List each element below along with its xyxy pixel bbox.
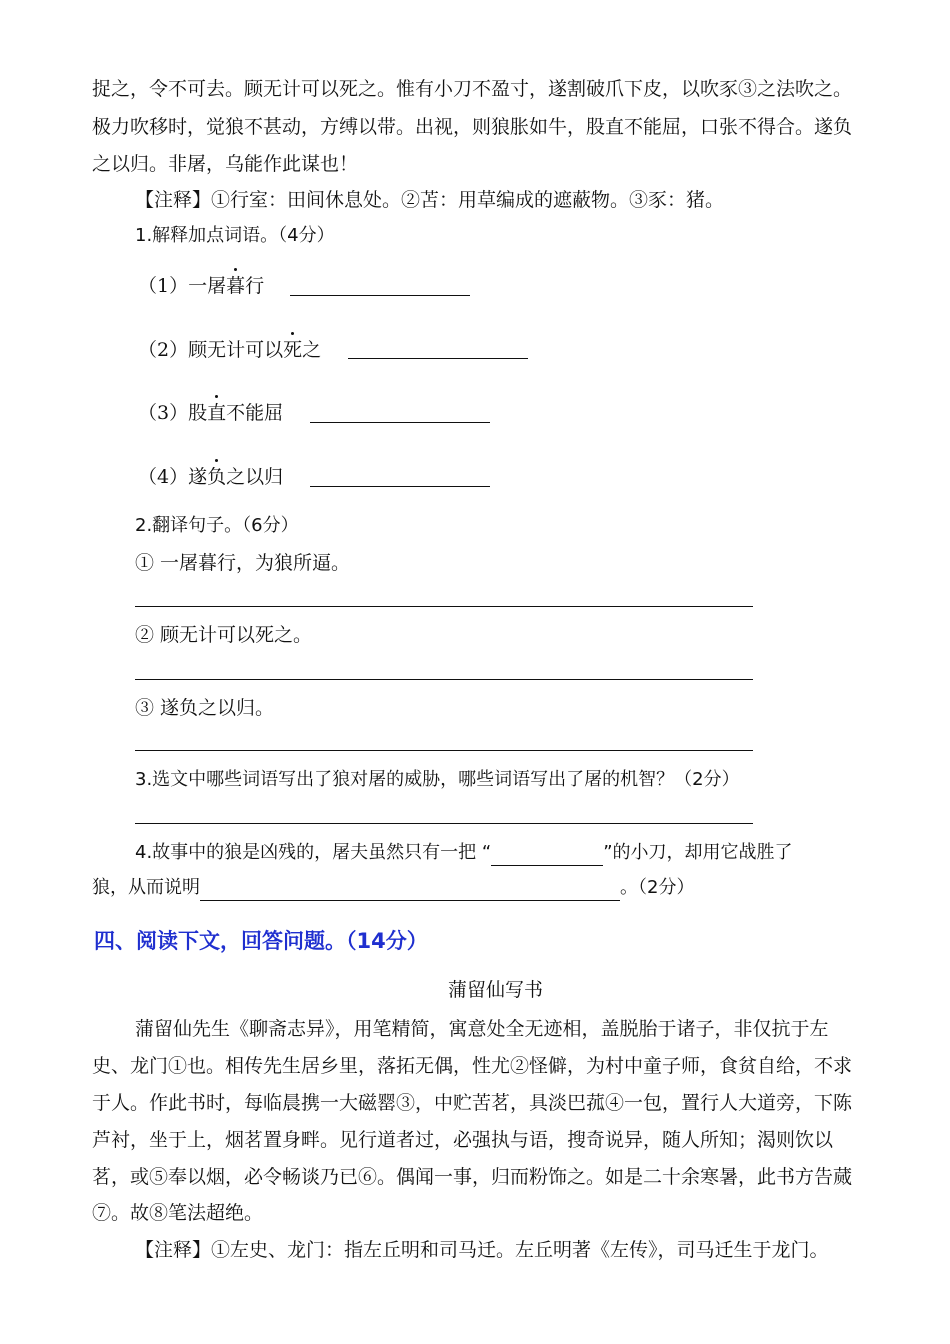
- answer-line-1[interactable]: [135, 606, 753, 607]
- article-note: 【注释】①左史、龙门：指左丘明和司马迁。左丘明著《左传》，司马迁生于龙门。: [135, 1239, 829, 1261]
- q1-item-text: 顾无计可以: [188, 339, 284, 361]
- q1-item-text: 遂: [188, 466, 208, 488]
- q2-title: 2.翻译句子。（6分）: [135, 515, 299, 536]
- article-title: 蒲留仙写书: [448, 979, 544, 1001]
- dotted-word: 负: [207, 466, 227, 488]
- q1-item-text: 之以归: [226, 466, 284, 488]
- answer-blank-2[interactable]: [348, 358, 528, 359]
- article-line-1: 蒲留仙先生《聊斋志异》，用笔精简，寓意处全无迹相，盖脱胎于诸子，非仅抗于左: [135, 1018, 829, 1040]
- q4-text: ”的小刀，却用它战胜了: [603, 842, 793, 863]
- section-heading: 四、阅读下文，回答问题。（14分）: [94, 929, 428, 953]
- q4-text: 。（2分）: [620, 877, 695, 898]
- q4-text: 狼，从而说明: [92, 877, 200, 898]
- passage-line-2: 极力吹移时，觉狼不甚动，方缚以带。出视，则狼胀如牛，股直不能屈，口张不得合。遂负: [92, 116, 853, 138]
- q4-line-1: [135, 840, 793, 866]
- q1-item-text: 股: [188, 402, 208, 424]
- q1-item-text: 一屠: [188, 275, 227, 297]
- article-line-2: 史、龙门①也。相传先生居乡里，落拓无偶，性尤②怪僻，为村中童子师，食贫自给，不求: [92, 1055, 853, 1077]
- q4-line-2: [92, 875, 694, 901]
- dotted-word: 直: [207, 402, 227, 424]
- q1-item-num: （4）: [138, 466, 189, 488]
- answer-line-2[interactable]: [135, 679, 753, 680]
- q2-sentence-2: ② 顾无计可以死之。: [135, 624, 313, 646]
- answer-line-3[interactable]: [135, 750, 753, 751]
- q1-item-text: 之: [302, 339, 322, 361]
- passage-line-3: 之以归。非屠，乌能作此谋也！: [92, 153, 359, 175]
- q2-sentence-3: ③ 遂负之以归。: [135, 697, 275, 719]
- q1-item-num: （3）: [138, 402, 189, 424]
- q4-text: 4.故事中的狼是凶残的，屠夫虽然只有一把 “: [135, 842, 492, 863]
- q1-item-num: （1）: [138, 275, 189, 297]
- q3-title: 3.选文中哪些词语写出了狼对屠的威胁，哪些词语写出了屠的机智？（2分）: [135, 769, 740, 790]
- q1-item-text: 行: [245, 275, 265, 297]
- q1-item-1: [138, 273, 264, 299]
- q1-item-3: [138, 400, 283, 426]
- q1-title: 1.解释加点词语。（4分）: [135, 225, 335, 246]
- q2-sentence-1: ① 一屠暮行，为狼所逼。: [135, 552, 351, 574]
- q1-item-num: （2）: [138, 339, 189, 361]
- dotted-word: 暮: [226, 275, 246, 297]
- answer-line-4[interactable]: [135, 823, 753, 824]
- answer-blank-meaning[interactable]: [200, 880, 620, 901]
- answer-blank-4[interactable]: [310, 486, 490, 487]
- article-line-3: 于人。作此书时，每临晨携一大磁罂③，中贮苦茗，具淡巴菰④一包，置行人大道旁，下陈: [92, 1092, 853, 1114]
- q1-item-text: 不能屈: [226, 402, 284, 424]
- article-line-4: 芦衬，坐于上，烟茗置身畔。见行道者过，必强执与语，搜奇说异，随人所知；渴则饮以: [92, 1129, 834, 1151]
- q1-item-4: [138, 464, 283, 490]
- answer-blank-1[interactable]: [290, 295, 470, 296]
- article-line-5: 茗，或⑤奉以烟，必令畅谈乃已⑥。偶闻一事，归而粉饰之。如是二十余寒暑，此书方告蒇: [92, 1166, 853, 1188]
- article-line-6: ⑦。故⑧笔法超绝。: [92, 1202, 264, 1224]
- passage-line-1: 捉之，令不可去。顾无计可以死之。惟有小刀不盈寸，遂割破爪下皮，以吹豕③之法吹之。: [92, 78, 853, 100]
- answer-blank-3[interactable]: [310, 422, 490, 423]
- passage-note: 【注释】①行室：田间休息处。②苫：用草编成的遮蔽物。③豕：猪。: [135, 189, 725, 211]
- dotted-word: 死: [283, 339, 303, 361]
- answer-blank-knife[interactable]: [491, 845, 603, 866]
- q1-item-2: [138, 337, 321, 363]
